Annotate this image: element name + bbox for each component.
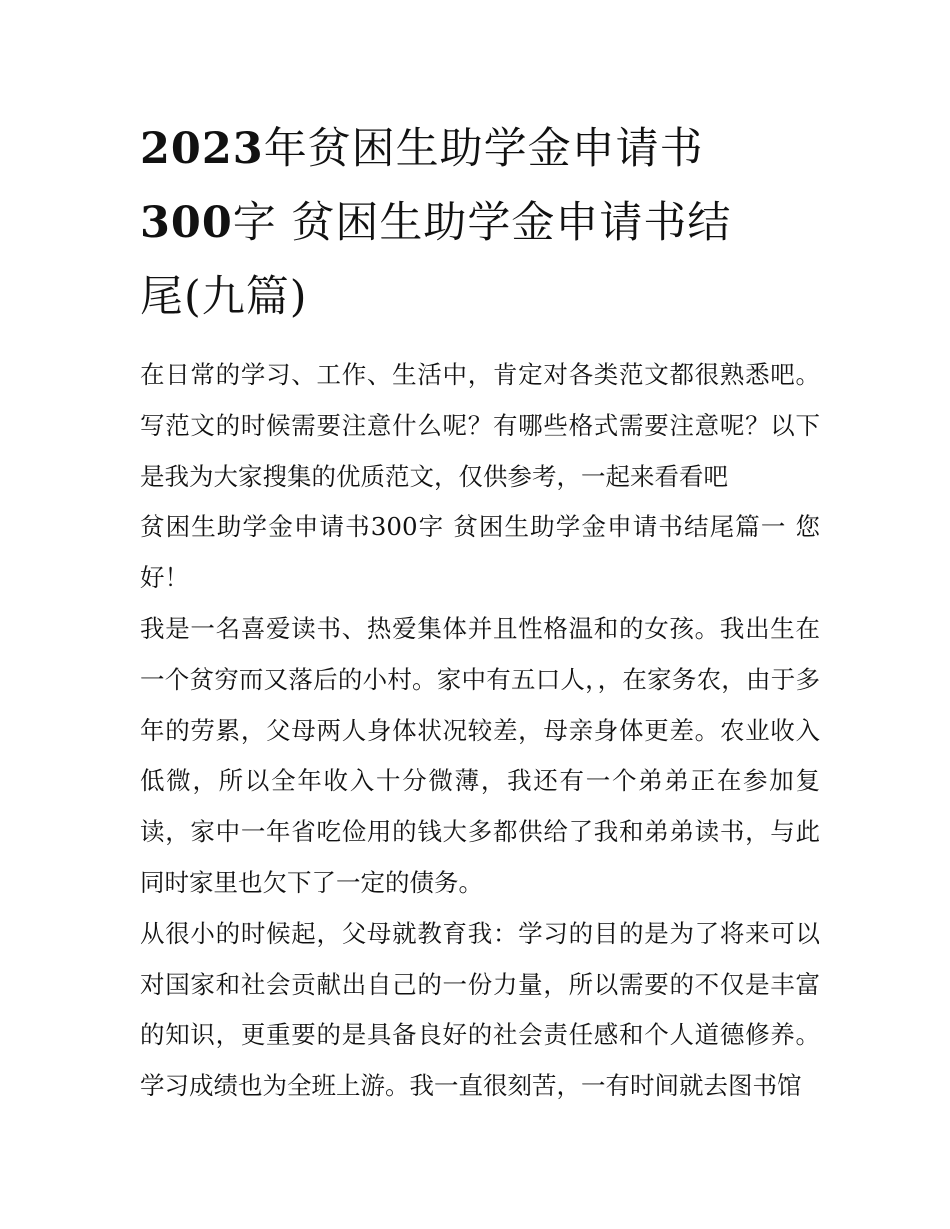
title-line2-text: 字 贫困生助学金申请书结 (232, 198, 732, 248)
section-heading-paragraph: 贫困生助学金申请书300字 贫困生助学金申请书结尾篇一 您好！ (140, 512, 820, 593)
intro-paragraph: 在日常的学习、工作、生活中，肯定对各类范文都很熟悉吧。写范文的时候需要注意什么呢？有哪些格式需要注意呢？以下是我为大家搜集的优质范文，仅供参考，一起来看看吧 (140, 360, 820, 491)
title-line1-text: 年贫困生助学金申请书 (263, 124, 704, 174)
title-word-count: 300 (140, 198, 233, 248)
body-paragraph-family: 我是一名喜爱读书、热爱集体并且性格温和的女孩。我出生在一个贫穷而又落后的小村。家中有五口人，，在家务农，由于多年的劳累，父母两人身体状况较差，母亲身体更差。农业收入低微，所以全年收入十分微薄，我还有一个弟弟正在参加复读，家中一年省吃俭用的钱大多都供给了我和弟弟读书，与此同时家里也欠下了一定的债务。 (140, 613, 820, 897)
title-line3-text: 尾(九篇) (140, 272, 308, 322)
document-content (140, 112, 820, 1112)
document-title (140, 112, 820, 334)
title-year: 2023 (140, 124, 264, 174)
body-paragraph-study: 从很小的时候起，父母就教育我：学习的目的是为了将来可以对国家和社会贡献出自己的一份力量，所以需要的不仅是丰富的知识，更重要的是具备良好的社会责任感和个人道德修养。学习成绩也为全班上游。我一直很刻苦，一有时间就去图书馆 (140, 918, 820, 1101)
